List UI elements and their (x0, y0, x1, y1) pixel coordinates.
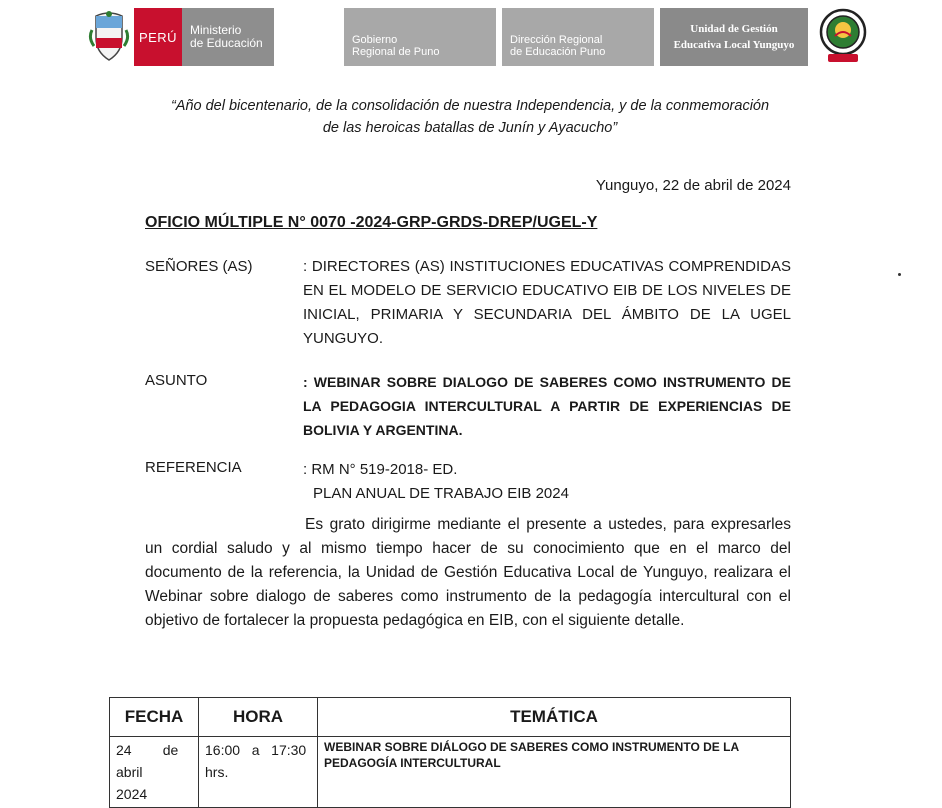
motto-line1: “Año del bicentenario, de la consolidación de nuestra Independencia, y de la conmemoración (170, 98, 770, 114)
year-motto (120, 95, 820, 139)
gore-line1: Gobierno (352, 34, 398, 46)
ugel-logo-text (660, 8, 808, 66)
fecha-line3: 2024 (116, 786, 148, 802)
oficio-title: OFICIO MÚLTIPLE N° 0070 -2024-GRP-GRDS-DREP/UGEL-Y (145, 214, 598, 231)
hora-line1: 16:00 a 17:30 (205, 742, 307, 758)
cell-fecha (110, 737, 199, 808)
fecha-line2: abril (116, 764, 143, 780)
peru-coat-of-arms-icon (88, 10, 130, 62)
referencia-line1: : RM N° 519-2018- ED. (303, 461, 458, 478)
letterhead (88, 6, 868, 68)
drep-line2: de Educación Puno (510, 46, 606, 58)
fecha-line1: 24 de (116, 742, 179, 758)
asunto-value: : WEBINAR SOBRE DIALOGO DE SABERES COMO INSTRUMENTO DE LA PEDAGOGIA INTERCULTURAL A PARTIR DE EXPERIENCIAS DE BOLIVIA Y ARGENTINA. (303, 374, 791, 438)
minedu-logo (134, 8, 274, 66)
drep-line1: Dirección Regional (510, 34, 603, 46)
table-row (110, 737, 791, 808)
document-date: Yunguyo, 22 de abril de 2024 (595, 177, 791, 194)
webinar-detail-table (109, 697, 791, 808)
peru-label: PERÚ (134, 8, 182, 66)
header-fecha: FECHA (110, 698, 199, 737)
senores-label: SEÑORES (AS) (145, 258, 253, 275)
body-paragraph: Es grato dirigirme mediante el presente a ustedes, para expresarles un cordial saludo y al mismo tiempo hacer de su conocimiento que en el marco del documento de la referencia, la Unidad de Gestión Educativa Local de Yunguyo, realizara el Webinar sobre dialogo de saberes como instrumento de la pedagogía intercultural con el objetivo de fortalecer la propuesta pedagógica en EIB, con el siguiente detalle. (145, 516, 791, 629)
minedu-line2: de Educación (190, 36, 263, 50)
cell-tematica: WEBINAR SOBRE DIÁLOGO DE SABERES COMO INSTRUMENTO DE LA PEDAGOGÍA INTERCULTURAL (318, 737, 791, 808)
drep-logo (502, 8, 654, 66)
motto-line2: de las heroicas batallas de Junín y Ayacucho” (322, 120, 618, 136)
cell-hora (199, 737, 318, 808)
minedu-line1: Ministerio (190, 23, 242, 37)
referencia-value (303, 458, 791, 506)
ugel-line1: Unidad de Gestión (690, 23, 778, 35)
ugel-line2: Educativa Local Yunguyo (673, 39, 795, 51)
ugel-yunguyo-emblem-icon (818, 6, 868, 66)
asunto-label: ASUNTO (145, 372, 208, 389)
header-tematica: TEMÁTICA (318, 698, 791, 737)
gore-line2: Regional de Puno (352, 46, 440, 58)
table-header-row (110, 698, 791, 737)
referencia-label: REFERENCIA (145, 459, 242, 476)
referencia-line2: PLAN ANUAL DE TRABAJO EIB 2024 (313, 485, 569, 502)
gore-puno-logo (344, 8, 496, 66)
header-hora: HORA (199, 698, 318, 737)
hora-line2: hrs. (205, 764, 229, 780)
senores-value: : DIRECTORES (AS) INSTITUCIONES EDUCATIVAS COMPRENDIDAS EN EL MODELO DE SERVICIO EDUCATIVO EIB DE LOS NIVELES DE INICIAL, PRIMARIA Y SECUNDARIA DEL ÁMBITO DE LA UGEL YUNGUYO. (303, 258, 791, 347)
scan-speck (898, 273, 901, 276)
